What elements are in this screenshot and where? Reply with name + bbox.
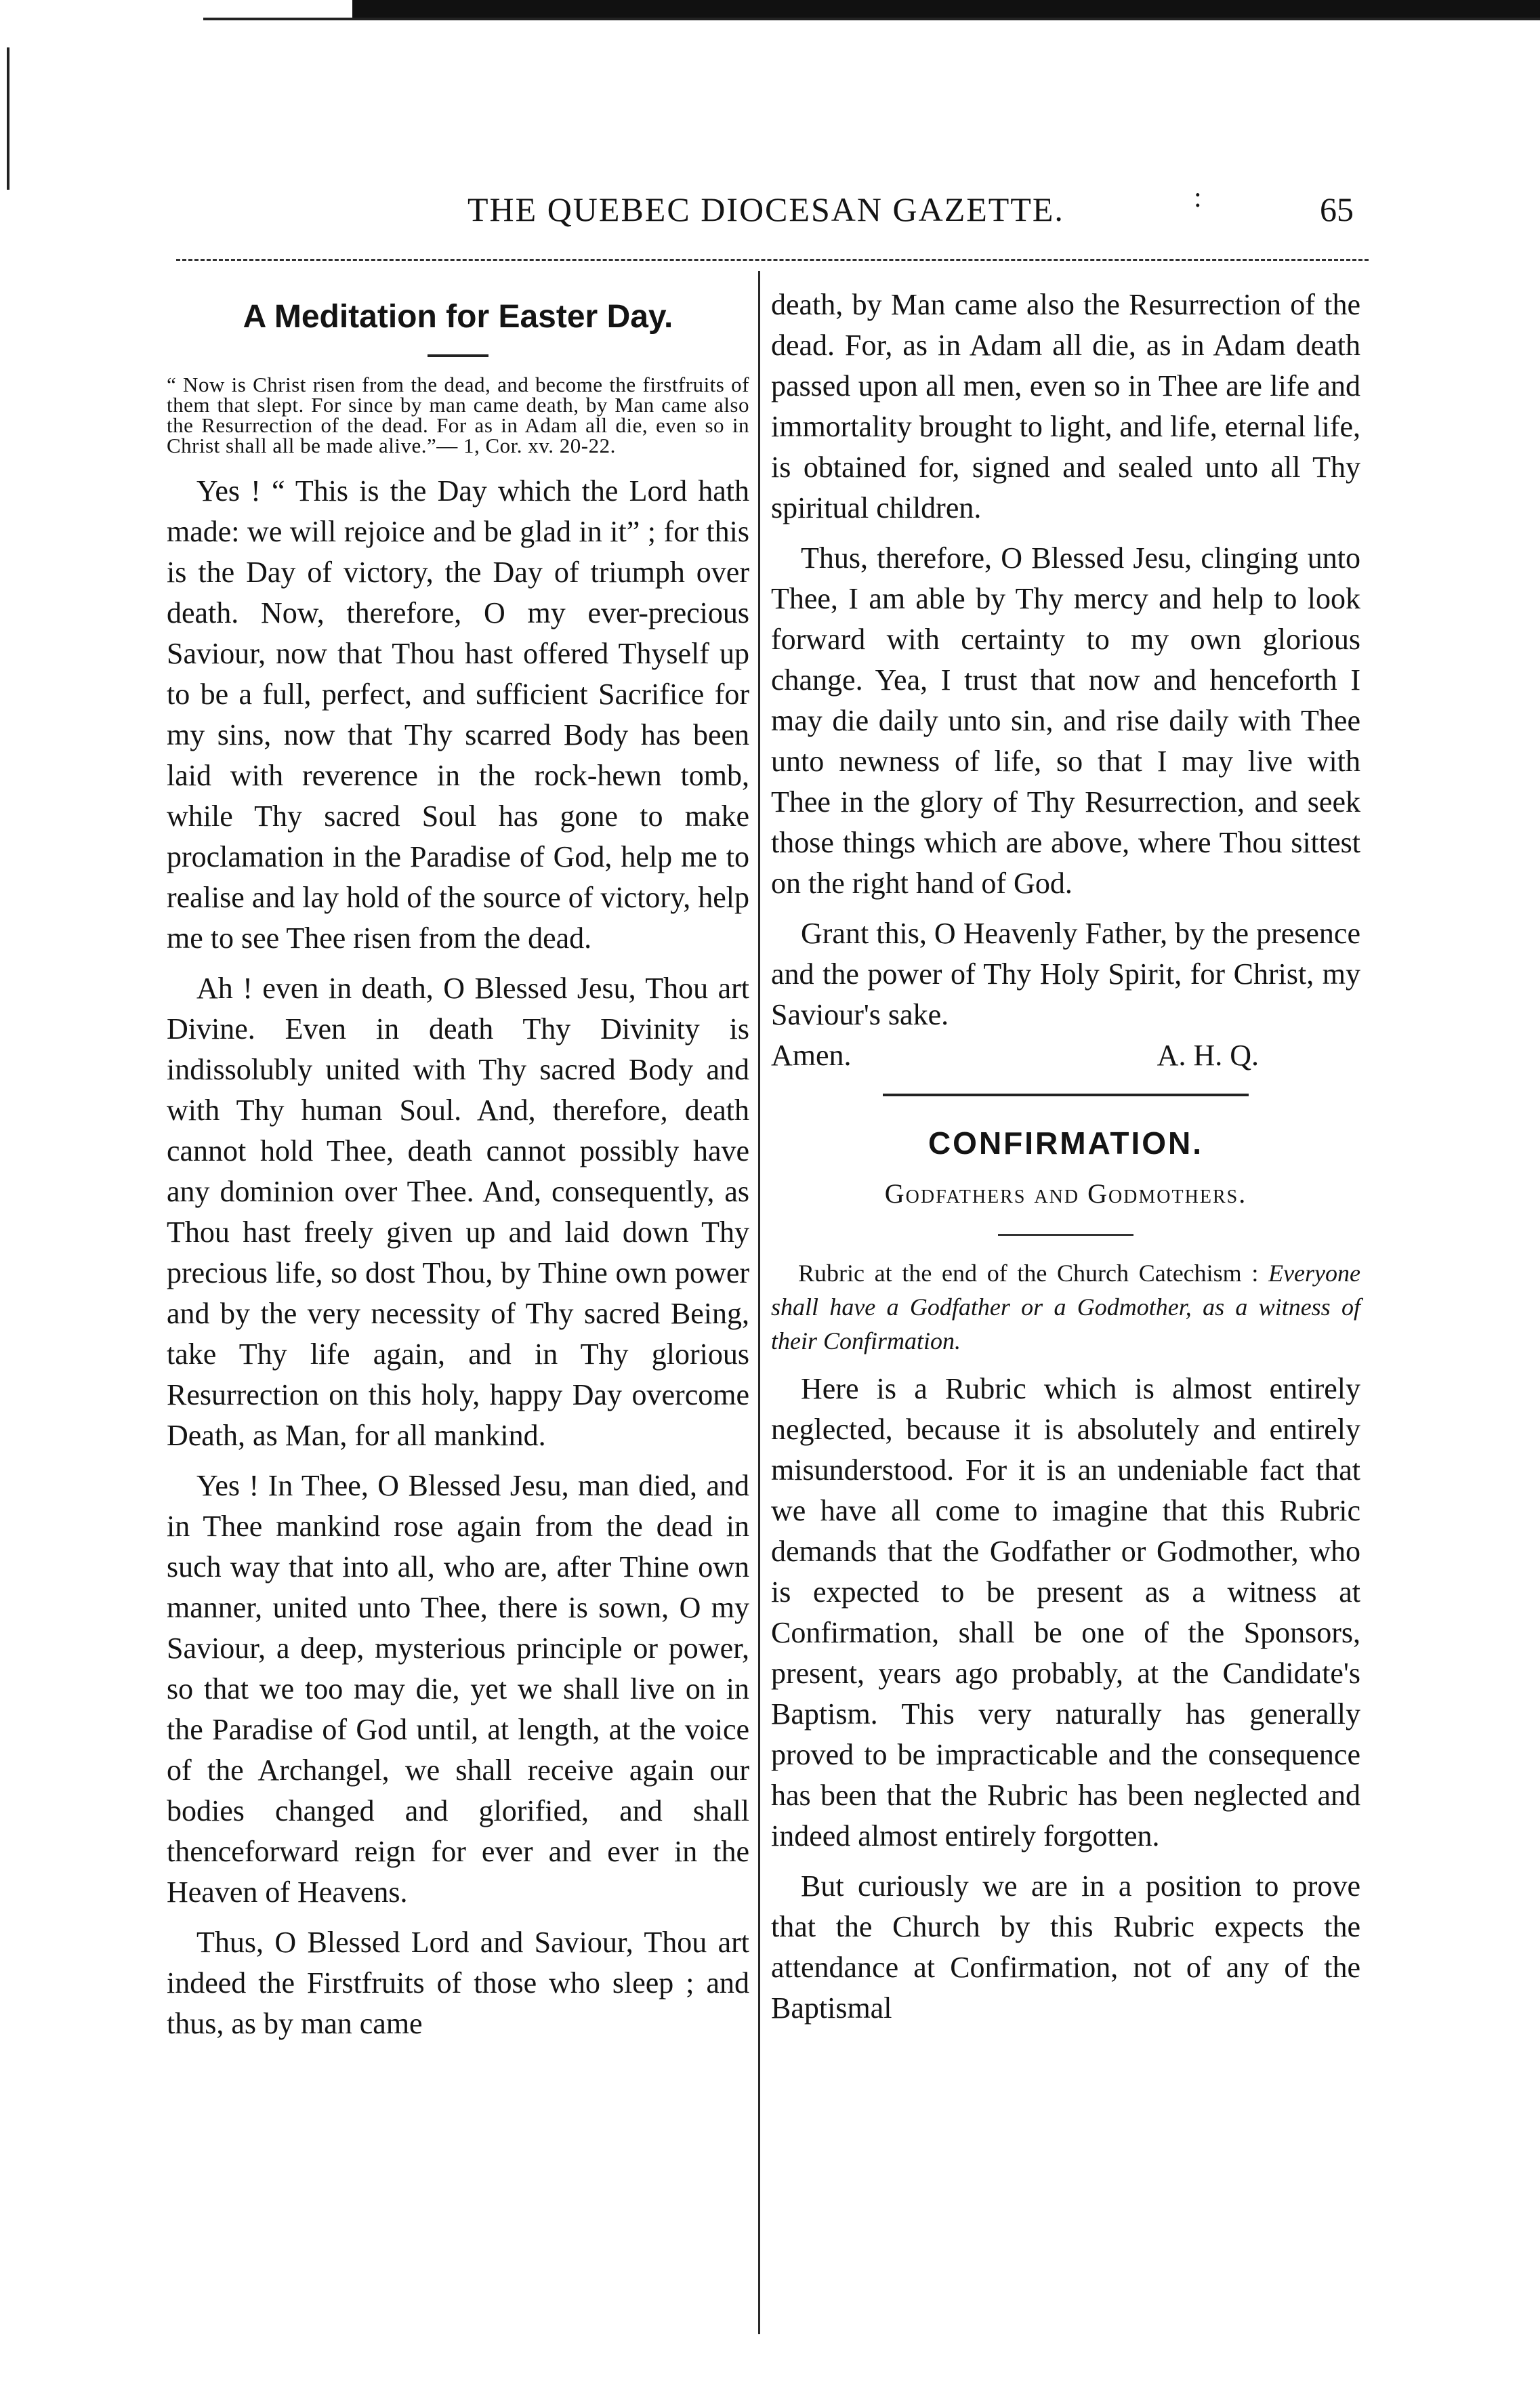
body-paragraph: But curiously we are in a position to prove that the Church by this Rubric expects the attendance at Confirmation, not of any of the Baptismal (771, 1869, 1360, 2025)
section-title: CONFIRMATION. (928, 1125, 1204, 1161)
top-border-thin-rule (203, 18, 1540, 20)
rubric-note (771, 1256, 1360, 1358)
left-margin-mark (7, 47, 9, 190)
header-tick-mark: : (1194, 182, 1202, 213)
signoff-initials: A. H. Q. (1157, 1039, 1259, 1072)
column-divider (758, 271, 760, 2334)
title-rule (428, 354, 488, 357)
right-column (771, 285, 1360, 2038)
section-subtitle: Godfathers and Godmothers. (884, 1178, 1247, 1209)
epigraph: “ Now is Christ risen from the dead, and become the firstfruits of them that slept. For since by man came death, by Man came also the Resurrection of the dead. For as in Adam all die, even so in Christ shall all be made alive.”— 1, Cor. xv. 20-22. (167, 373, 749, 457)
article-title: A Meditation for Easter Day. (243, 299, 673, 335)
rubric-lead: Rubric at the end of the Church Catechism : (798, 1260, 1259, 1287)
left-column (167, 285, 749, 2054)
signoff-amen: Amen. (771, 1039, 852, 1072)
running-header-title: THE QUEBEC DIOCESAN GAZETTE. (467, 190, 1064, 228)
rubric-quote: Everyone shall have a Godfather or a Godmother, as a witness of their Confirmation. (771, 1260, 1360, 1354)
body-paragraph: Yes ! In Thee, O Blessed Jesu, man died, and in Thee mankind rose again from the dead in such way that into all, who are, after Thine own manner, united unto Thee, there is sown, O my Saviour, a deep, mysterious principle or power, so that we too may die, yet we shall live on in the Paradise of God until, at length, at the voice of the Archangel, we shall receive again our bodies changed and glorified, and shall thenceforward reign for ever and ever in the Heaven of Heavens. (167, 1469, 749, 1909)
body-paragraph: Ah ! even in death, O Blessed Jesu, Thou art Divine. Even in death Thy Divinity is indissolubly united with Thy sacred Body and with Thy human Soul. And, therefore, death cannot hold Thee, death cannot possibly have any dominion over Thee. And, consequently, as Thou hast freely given up and laid down Thy precious life, so dost Thou, by Thine own power and by the very necessity of Thy sacred Being, take Thy life again, and in Thy glorious Resurrection on this holy, happy Day overcome Death, as Man, for all mankind. (167, 972, 749, 1452)
body-paragraph: Thus, therefore, O Blessed Jesu, clinging unto Thee, I am able by Thy mercy and help to look forward with certainty to my own glorious change. Yea, I trust that now and henceforth I may die daily unto sin, and rise daily with Thee unto newness of life, so that I may live with Thee in the glory of Thy Resurrection, and seek those things which are above, where Thou sittest on the right hand of God. (771, 541, 1360, 900)
header-rule (176, 259, 1369, 261)
signoff-line (771, 1035, 1360, 1076)
body-paragraph: Here is a Rubric which is almost entirely neglected, because it is absolutely and entirely misunderstood. For it is an undeniable fact that we have all come to imagine that this Rubric demands that the Godfather or Godmother, who is expected to be present as a witness at Confirmation, shall be one of the Sponsors, present, years ago probably, at the Candidate's Baptism. This very naturally has generally proved to be impracticable and the consequence has been that the Rubric has been neglected and indeed almost entirely forgotten. (771, 1372, 1360, 1852)
section-rule (883, 1094, 1249, 1096)
page-number: 65 (1320, 190, 1354, 228)
body-paragraph-continued: death, by Man came also the Resurrection of the dead. For, as in Adam all die, as in Adam death passed upon all men, even so in Thee are life and immortality brought to light, and life, eternal life, is obtained for, signed and sealed unto all Thy spiritual children. (771, 288, 1361, 524)
body-paragraph: Yes ! “ This is the Day which the Lord hath made: we will rejoice and be glad in it” ; for this is the Day of victory, the Day of triumph over death. Now, therefore, O my ever-precious Saviour, now that Thou hast offered Thyself up to be a full, perfect, and sufficient Sacrifice for my sins, now that Thy scarred Body has been laid with reverence in the rock-hewn tomb, while Thy sacred Soul has gone to make proclamation in the Paradise of God, help me to realise and lay hold of the source of victory, help me to see Thee risen from the dead. (167, 474, 749, 955)
body-paragraph: Thus, O Blessed Lord and Saviour, Thou art indeed the Firstfruits of those who sleep ; and thus, as by man came (167, 1926, 749, 2040)
subtitle-rule (998, 1234, 1133, 1236)
top-border-rule (352, 0, 1540, 18)
body-paragraph: Grant this, O Heavenly Father, by the presence and the power of Thy Holy Spirit, for Christ, my Saviour's sake. (771, 917, 1360, 1031)
